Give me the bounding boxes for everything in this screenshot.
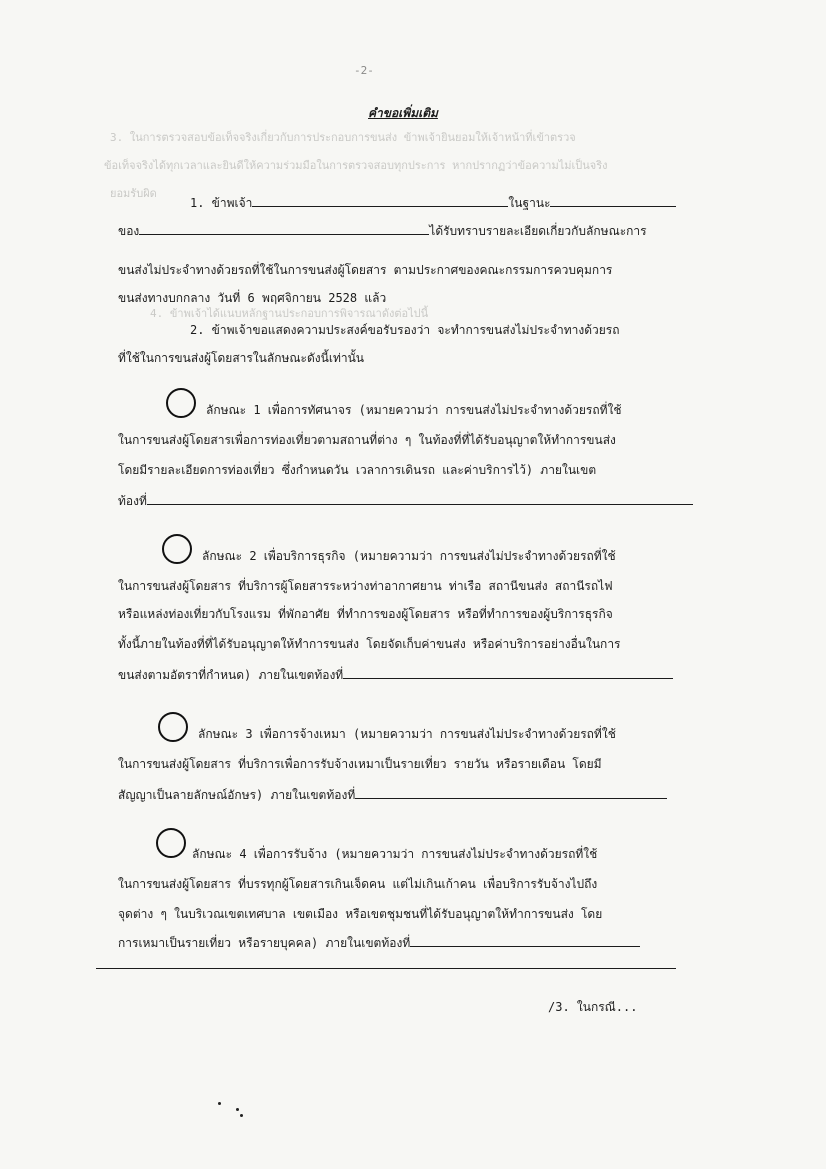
form-heading: คำขอเพิ่มเติม	[368, 106, 438, 120]
option3-area-field[interactable]	[355, 786, 667, 799]
option4-area-label: การเหมาเป็นรายเที่ยว หรือรายบุคคล) ภายในเขตท้องที่	[118, 936, 411, 950]
speck	[236, 1108, 239, 1111]
bleed-through-text: 4. ข้าพเจ้าได้แนบหลักฐานประกอบการพิจารณาดังต่อไปนี้	[150, 307, 429, 320]
option1-circle-checkbox[interactable]	[166, 388, 196, 418]
option1-area-label: ท้องที่	[118, 494, 147, 508]
acknowledgement-text: ได้รับทราบรายละเอียดเกี่ยวกับลักษณะการ	[429, 224, 647, 238]
role-label: ในฐานะ	[508, 196, 551, 210]
option2-line2: ในการขนส่งผู้โดยสาร ที่บริการผู้โดยสารระหว่างท่าอากาศยาน ท่าเรือ สถานีขนส่ง สถานีรถไฟ	[118, 579, 613, 593]
option1-line4	[118, 492, 693, 509]
option3-line1: ลักษณะ 3 เพื่อการจ้างเหมา (หมายความว่า การขนส่งไม่ประจำทางด้วยรถที่ใช้	[198, 727, 616, 741]
page-number: -2-	[354, 64, 374, 77]
section1-line1	[190, 194, 676, 211]
option2-area-field[interactable]	[343, 666, 673, 679]
section2-line1: 2. ข้าพเจ้าขอแสดงความประสงค์ขอรับรองว่า จะทำการขนส่งไม่ประจำทางด้วยรถ	[190, 323, 620, 337]
company-field[interactable]	[139, 222, 429, 235]
continued-note: /3. ในกรณี...	[548, 1000, 638, 1014]
option2-area-label: ขนส่งตามอัตราที่กำหนด) ภายในเขตท้องที่	[118, 668, 344, 682]
option1-line2: ในการขนส่งผู้โดยสารเพื่อการท่องเที่ยวตามสถานที่ต่าง ๆ ในท้องที่ที่ได้รับอนุญาตให้ทำการขนส่ง	[118, 433, 616, 447]
option4-line3: จุดต่าง ๆ ในบริเวณเขตเทศบาล เขตเมือง หรือเขตชุมชนที่ได้รับอนุญาตให้ทำการขนส่ง โดย	[118, 907, 603, 921]
of-label: ของ	[118, 224, 140, 238]
section2-line2: ที่ใช้ในการขนส่งผู้โดยสารในลักษณะดังนี้เท่านั้น	[118, 351, 365, 365]
option4-line2: ในการขนส่งผู้โดยสาร ที่บรรทุกผู้โดยสารเกินเจ็ดคน แต่ไม่เกินเก้าคน เพื่อบริการรับจ้างไปถึง	[118, 877, 598, 891]
speck	[240, 1114, 243, 1117]
option2-line3: หรือแหล่งท่องเที่ยวกับโรงแรม ที่พักอาศัย ที่ทำการของผู้โดยสาร หรือที่ทำการของผู้บริการธุรกิจ	[118, 607, 613, 621]
option4-area-field[interactable]	[410, 934, 640, 947]
option1-area-field[interactable]	[147, 492, 693, 505]
option4-continuation-line[interactable]	[96, 968, 676, 969]
applicant-label: 1. ข้าพเจ้า	[190, 196, 253, 210]
option4-line1: ลักษณะ 4 เพื่อการรับจ้าง (หมายความว่า การขนส่งไม่ประจำทางด้วยรถที่ใช้	[192, 847, 598, 861]
applicant-name-field[interactable]	[252, 194, 508, 207]
section1-line3: ขนส่งไม่ประจำทางด้วยรถที่ใช้ในการขนส่งผู้โดยสาร ตามประกาศของคณะกรรมการควบคุมการ	[118, 263, 613, 277]
role-field[interactable]	[550, 194, 676, 207]
option2-line1: ลักษณะ 2 เพื่อบริการธุรกิจ (หมายความว่า การขนส่งไม่ประจำทางด้วยรถที่ใช้	[202, 549, 616, 563]
speck	[218, 1102, 221, 1105]
option1-line1: ลักษณะ 1 เพื่อการทัศนาจร (หมายความว่า การขนส่งไม่ประจำทางด้วยรถที่ใช้	[206, 403, 622, 417]
option4-circle-checkbox[interactable]	[156, 828, 186, 858]
section1-line2	[118, 222, 647, 239]
bleed-through-text: 3. ในการตรวจสอบข้อเท็จจริงเกี่ยวกับการประกอบการขนส่ง ข้าพเจ้ายินยอมให้เจ้าหน้าที่เข้าตรวจ	[110, 131, 576, 144]
option3-circle-checkbox[interactable]	[158, 712, 188, 742]
option2-line4: ทั้งนี้ภายในท้องที่ที่ได้รับอนุญาตให้ทำการขนส่ง โดยจัดเก็บค่าขนส่ง หรือค่าบริการอย่างอื่นในการ	[118, 637, 621, 651]
bleed-through-text: ยอมรับผิด	[110, 187, 157, 200]
option1-line3: โดยมีรายละเอียดการท่องเที่ยว ซึ่งกำหนดวัน เวลาการเดินรถ และค่าบริการไว้) ภายในเขต	[118, 463, 597, 477]
option2-circle-checkbox[interactable]	[162, 534, 192, 564]
option3-line2: ในการขนส่งผู้โดยสาร ที่บริการเพื่อการรับจ้างเหมาเป็นรายเที่ยว รายวัน หรือรายเดือน โดยมี	[118, 757, 602, 771]
option4-line4	[118, 934, 640, 951]
section1-line4: ขนส่งทางบกกลาง วันที่ 6 พฤศจิกายน 2528 แล้ว	[118, 291, 387, 305]
bleed-through-text: ข้อเท็จจริงได้ทุกเวลาและยินดีให้ความร่วมมือในการตรวจสอบทุกประการ หากปรากฏว่าข้อความไม่เป็นจริง	[104, 159, 608, 172]
option3-area-label: สัญญาเป็นลายลักษณ์อักษร) ภายในเขตท้องที่	[118, 788, 356, 802]
option2-line5	[118, 666, 673, 683]
option3-line3	[118, 786, 667, 803]
